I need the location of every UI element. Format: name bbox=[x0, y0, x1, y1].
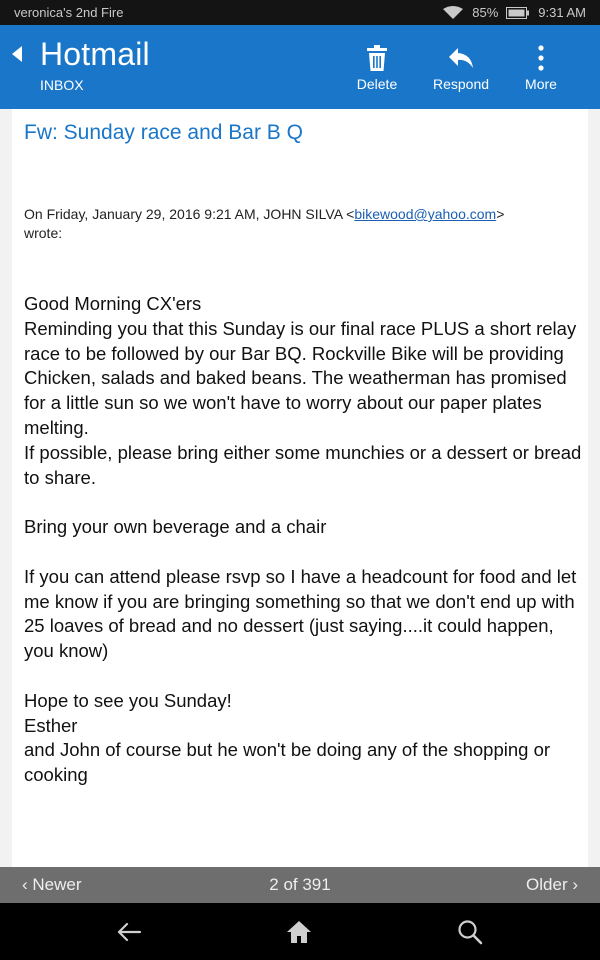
more-button[interactable] bbox=[518, 43, 564, 92]
back-button[interactable] bbox=[10, 45, 32, 67]
body-paragraph: Bring your own beverage and a chair bbox=[24, 516, 327, 538]
more-vertical-icon bbox=[518, 43, 564, 73]
message-subject: Fw: Sunday race and Bar B Q bbox=[24, 121, 303, 144]
sender-email-link[interactable]: bikewood@yahoo.com bbox=[354, 206, 497, 222]
battery-icon bbox=[506, 7, 530, 19]
message-position: 2 of 391 bbox=[269, 875, 331, 894]
delete-button[interactable] bbox=[350, 43, 404, 92]
newer-button[interactable]: ‹ Newer bbox=[22, 875, 82, 894]
device-name: veronica's 2nd Fire bbox=[14, 5, 124, 20]
quote-wrote: wrote: bbox=[24, 225, 63, 241]
older-button[interactable]: Older › bbox=[526, 875, 578, 894]
home-icon[interactable] bbox=[284, 917, 314, 947]
search-icon[interactable] bbox=[455, 917, 485, 947]
body-closing: Hope to see you Sunday! bbox=[24, 689, 232, 711]
body-paragraph: Reminding you that this Sunday is our final race PLUS a short relay race to be followed by our Bar BQ. Rockville Bike will be providing Chicken, salads and baked beans. The weatherman has promised for a little sun so we won't have to worry about our paper plates melting. bbox=[24, 317, 577, 438]
quote-header bbox=[24, 205, 574, 243]
caret-left-icon bbox=[10, 45, 24, 68]
trash-icon bbox=[350, 43, 404, 73]
body-spacer bbox=[24, 540, 584, 565]
reply-icon bbox=[428, 43, 494, 73]
quote-suffix: > bbox=[496, 206, 505, 222]
folder-label: INBOX bbox=[40, 77, 84, 93]
more-label: More bbox=[525, 76, 557, 92]
body-greeting: Good Morning CX'ers bbox=[24, 293, 202, 314]
system-nav-bar bbox=[0, 903, 600, 960]
body-paragraph: If possible, please bring either some munchies or a dessert or bread to share. bbox=[24, 441, 582, 488]
battery-percent: 85% bbox=[472, 5, 499, 20]
body-spacer bbox=[24, 490, 584, 515]
body-postscript: and John of course but he won't be doing any of the shopping or cooking bbox=[24, 739, 551, 786]
delete-label: Delete bbox=[356, 76, 398, 92]
body-spacer bbox=[24, 664, 584, 689]
body-paragraph: If you can attend please rsvp so I have a headcount for food and let me know if you are bringing something so that we don't end up with 25 loaves of bread and no dessert (just saying....it could happen, you know) bbox=[24, 565, 577, 662]
respond-label: Respond bbox=[432, 76, 490, 92]
app-bar bbox=[0, 25, 600, 109]
respond-button[interactable] bbox=[428, 43, 494, 92]
message-view bbox=[12, 109, 588, 867]
back-icon[interactable] bbox=[114, 917, 144, 947]
message-body bbox=[24, 292, 584, 788]
quote-prefix: On Friday, January 29, 2016 9:21 AM, JOHN SILVA < bbox=[24, 206, 355, 222]
message-pager bbox=[0, 867, 600, 903]
status-icons bbox=[442, 5, 586, 20]
clock: 9:31 AM bbox=[538, 5, 586, 20]
app-title[interactable]: Hotmail bbox=[40, 36, 150, 72]
body-signature: Esther bbox=[24, 714, 78, 736]
wifi-icon bbox=[442, 6, 464, 20]
status-bar bbox=[0, 0, 600, 25]
